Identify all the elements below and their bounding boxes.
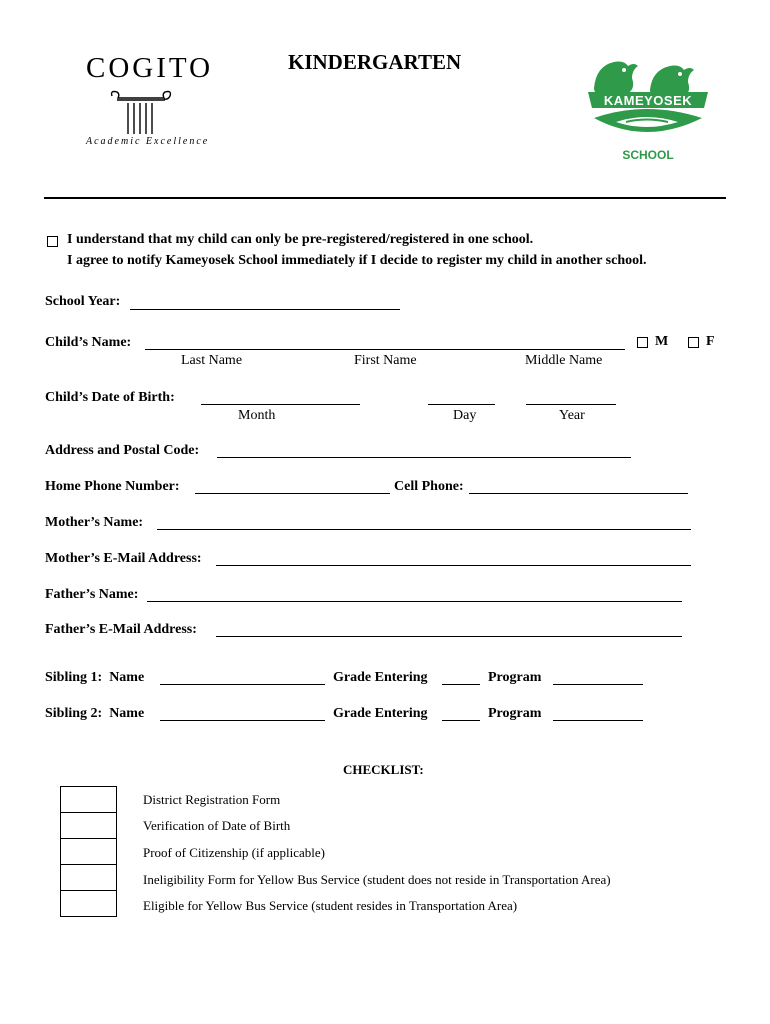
page-title: KINDERGARTEN: [288, 50, 462, 74]
checklist-item: Verification of Date of Birth: [143, 818, 291, 833]
address-field[interactable]: [217, 457, 631, 458]
fathers-email-field[interactable]: [216, 636, 682, 637]
mothers-email-field[interactable]: [216, 565, 691, 566]
sibling-1-name-field[interactable]: [160, 684, 325, 685]
kameyosek-logo-sub: SCHOOL: [622, 148, 674, 162]
checklist-box[interactable]: [60, 786, 117, 813]
day-caption: Day: [453, 408, 477, 423]
address-label: Address and Postal Code:: [45, 443, 200, 458]
checklist-box[interactable]: [60, 890, 117, 917]
cogito-logo: [86, 52, 214, 152]
gender-m-checkbox[interactable]: [637, 334, 648, 352]
sibling-2-grade-field[interactable]: [442, 720, 480, 721]
header-divider: [44, 197, 726, 199]
sibling-2-name-field[interactable]: [160, 720, 325, 721]
year-caption: Year: [559, 408, 585, 423]
sibling-2-program-label: Program: [488, 706, 542, 721]
cell-phone-label: Cell Phone:: [394, 479, 464, 494]
sibling-1-grade-label: Grade Entering: [333, 670, 428, 685]
mothers-name-field[interactable]: [157, 529, 691, 530]
column-icon: [108, 90, 174, 136]
sibling-1-label: Sibling 1: Name: [45, 670, 145, 685]
dob-month-field[interactable]: [201, 404, 360, 405]
kameyosek-logo-name: KAMEYOSEK: [603, 93, 693, 108]
sibling-1-program-field[interactable]: [553, 684, 643, 685]
checklist-item: District Registration Form: [143, 792, 281, 807]
checklist-item: Ineligibility Form for Yellow Bus Service (student does not reside in Transportation Area): [143, 872, 611, 887]
first-name-caption: First Name: [354, 353, 417, 368]
middle-name-caption: Middle Name: [525, 353, 603, 368]
gender-f-label: F: [706, 334, 715, 349]
dob-day-field[interactable]: [428, 404, 495, 405]
checklist-title: CHECKLIST:: [343, 762, 424, 777]
agreement-line-1: I understand that my child can only be pre-registered/registered in one school.: [67, 232, 534, 247]
agreement-checkbox[interactable]: [47, 233, 58, 251]
checklist-box[interactable]: [60, 864, 117, 891]
mothers-name-label: Mother’s Name:: [45, 515, 144, 530]
gender-m-label: M: [655, 334, 669, 349]
dob-year-field[interactable]: [526, 404, 616, 405]
last-name-caption: Last Name: [181, 353, 243, 368]
school-year-label: School Year:: [45, 294, 121, 309]
dob-label: Child’s Date of Birth:: [45, 390, 175, 405]
home-phone-field[interactable]: [195, 493, 390, 494]
gender-f-checkbox[interactable]: [688, 334, 699, 352]
fathers-name-field[interactable]: [147, 601, 682, 602]
cell-phone-field[interactable]: [469, 493, 688, 494]
checklist-box[interactable]: [60, 838, 117, 865]
childs-name-label: Child’s Name:: [45, 335, 132, 350]
month-caption: Month: [238, 408, 276, 423]
kameyosek-logo: [586, 54, 710, 166]
agreement-line-2: I agree to notify Kameyosek School immediately if I decide to register my child in another school.: [67, 253, 647, 268]
childs-name-field[interactable]: [145, 349, 625, 350]
cogito-tagline: Academic Excellence: [86, 136, 210, 147]
sibling-2-grade-label: Grade Entering: [333, 706, 428, 721]
checklist-item: Eligible for Yellow Bus Service (student resides in Transportation Area): [143, 898, 518, 913]
fathers-name-label: Father’s Name:: [45, 587, 139, 602]
sibling-1-program-label: Program: [488, 670, 542, 685]
cogito-logo-text: COGITO: [86, 52, 214, 84]
fathers-email-label: Father’s E-Mail Address:: [45, 622, 197, 637]
mothers-email-label: Mother’s E-Mail Address:: [45, 551, 202, 566]
school-year-field[interactable]: [130, 309, 400, 310]
sibling-1-grade-field[interactable]: [442, 684, 480, 685]
home-phone-label: Home Phone Number:: [45, 479, 180, 494]
sibling-2-program-field[interactable]: [553, 720, 643, 721]
checklist-box[interactable]: [60, 812, 117, 839]
sibling-2-label: Sibling 2: Name: [45, 706, 145, 721]
checklist-item: Proof of Citizenship (if applicable): [143, 845, 325, 860]
